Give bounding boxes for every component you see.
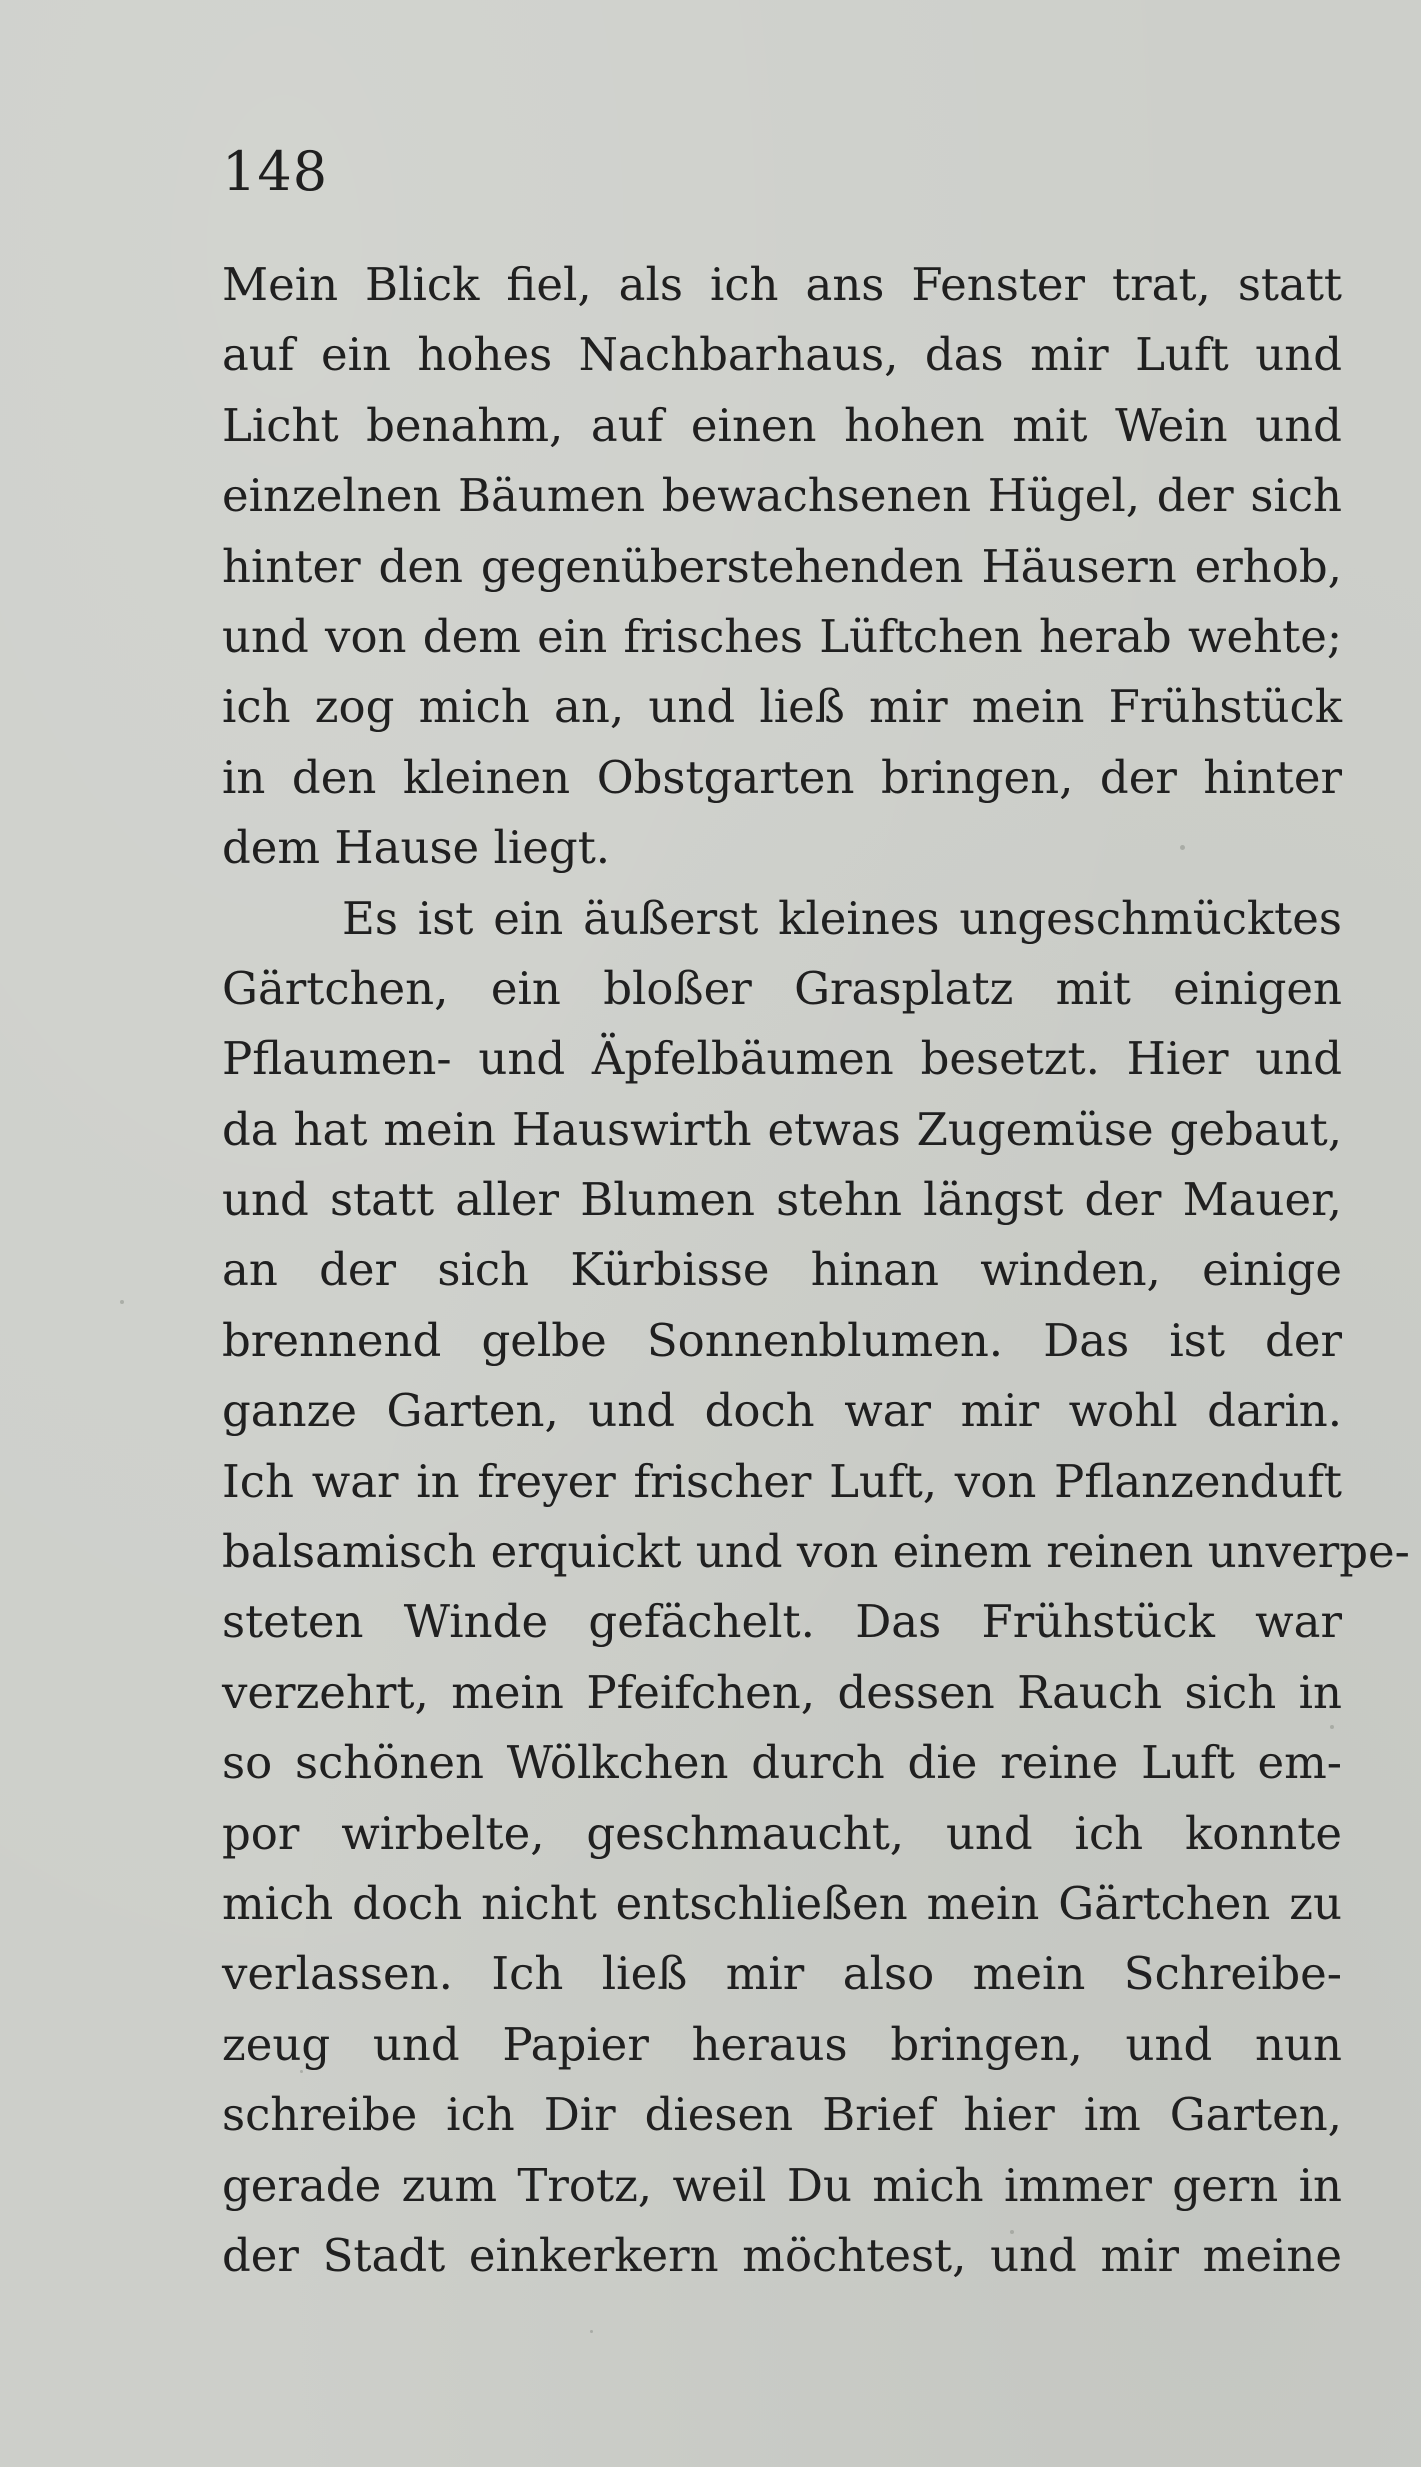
text-line: mich doch nicht entschließen mein Gärtchen zu xyxy=(222,1876,1342,1930)
text-line: Licht benahm, auf einen hohen mit Wein und xyxy=(222,398,1342,452)
text-line: Ich war in freyer frischer Luft, von Pflanzenduft xyxy=(222,1454,1342,1508)
text-line: ich zog mich an, und ließ mir mein Frühstück xyxy=(222,680,1342,734)
text-line: an der sich Kürbisse hinan winden, einige xyxy=(222,1243,1342,1297)
text-line: gerade zum Trotz, weil Du mich immer gern in xyxy=(222,2158,1342,2212)
text-line: por wirbelte, geschmaucht, und ich konnte xyxy=(222,1806,1342,1860)
text-line: verlassen. Ich ließ mir also mein Schreibe- xyxy=(222,1947,1342,2001)
text-line: brennend gelbe Sonnenblumen. Das ist der xyxy=(222,1313,1342,1367)
text-line: ganze Garten, und doch war mir wohl darin. xyxy=(222,1384,1342,1438)
text-line: und statt aller Blumen stehn längst der Mauer, xyxy=(222,1173,1342,1227)
paper-speck xyxy=(120,1300,124,1304)
text-line: Mein Blick fiel, als ich ans Fenster trat, statt xyxy=(222,258,1342,311)
text-line: Es ist ein äußerst kleines ungeschmücktes xyxy=(342,891,1342,945)
text-line: schreibe ich Dir diesen Brief hier im Garten, xyxy=(222,2088,1342,2142)
text-line: Pflaumen- und Äpfelbäumen besetzt. Hier und xyxy=(222,1032,1342,1086)
text-line: Gärtchen, ein bloßer Grasplatz mit einigen xyxy=(222,961,1342,1015)
body-text xyxy=(222,250,1410,2291)
text-line: so schönen Wölkchen durch die reine Luft em- xyxy=(222,1736,1342,1790)
text-line: da hat mein Hauswirth etwas Zugemüse gebaut, xyxy=(222,1102,1342,1156)
text-line: dem Hause liegt. xyxy=(222,821,611,875)
text-line: steten Winde gefächelt. Das Frühstück war xyxy=(222,1595,1342,1649)
text-line: auf ein hohes Nachbarhaus, das mir Luft und xyxy=(222,328,1342,382)
text-line: der Stadt einkerkern möchtest, und mir meine xyxy=(222,2228,1342,2282)
page-number: 148 xyxy=(222,140,329,203)
text-line: verzehrt, mein Pfeifchen, dessen Rauch sich in xyxy=(222,1665,1342,1719)
text-line: und von dem ein frisches Lüftchen herab wehte; xyxy=(222,609,1342,663)
paper-speck xyxy=(590,2330,593,2333)
text-line: zeug und Papier heraus bringen, und nun xyxy=(222,2017,1342,2071)
text-line: balsamisch erquickt und von einem reinen unverpe- xyxy=(222,1525,1410,1579)
text-line: in den kleinen Obstgarten bringen, der hinter xyxy=(222,750,1342,804)
text-line: hinter den gegenüberstehenden Häusern erhob, xyxy=(222,539,1342,593)
text-line: einzelnen Bäumen bewachsenen Hügel, der sich xyxy=(222,469,1342,523)
